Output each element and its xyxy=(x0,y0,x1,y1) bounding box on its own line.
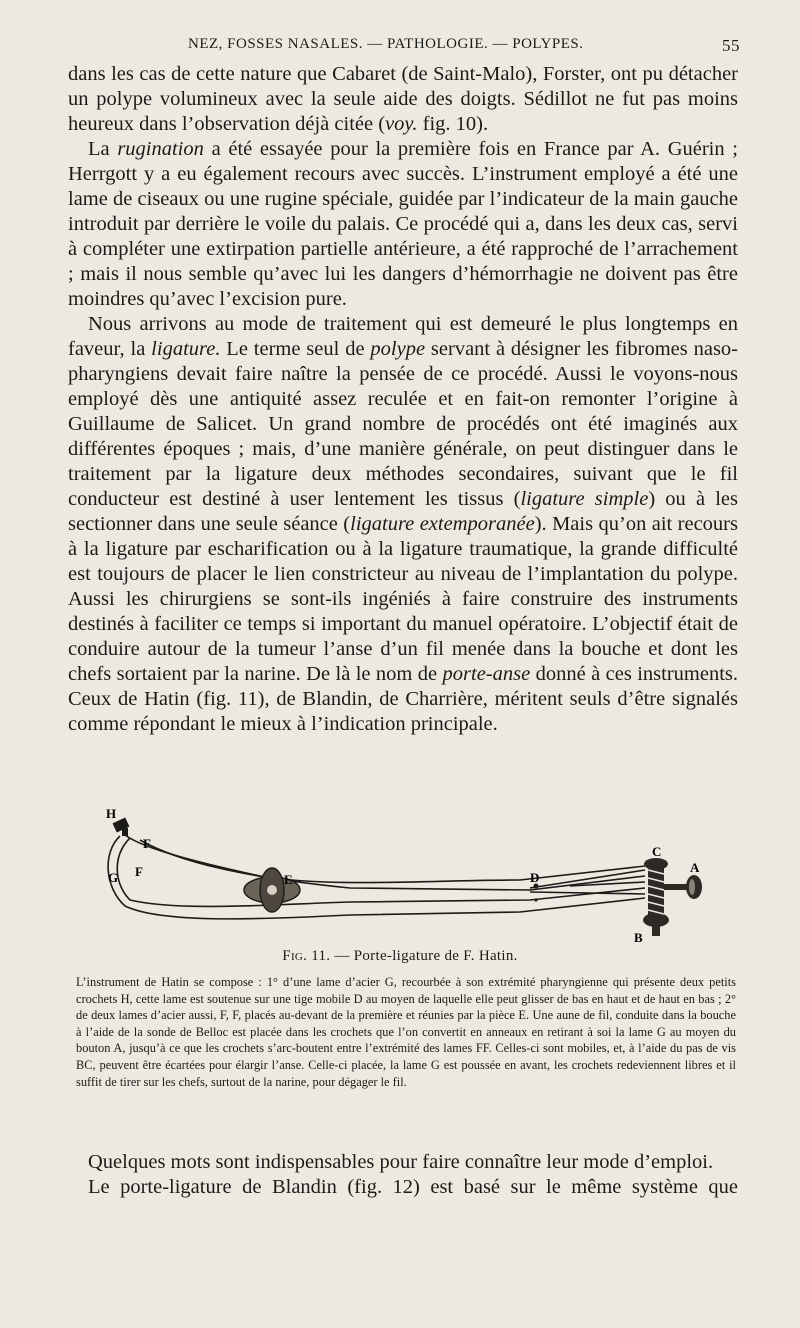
paragraph-1: dans les cas de cette nature que Cabaret (de Saint-Malo), Forster, ont pu détacher un polype volumineux avec la seule aide des doigts. Sédillot ne fut pas moins heureux dans l’observation déjà citée (voy. fig. 10). xyxy=(68,63,738,135)
label-b: B xyxy=(634,930,643,945)
vis-bc xyxy=(643,858,669,936)
label-f-lower: F xyxy=(135,864,143,879)
figure-title: — Porte-ligature de F. Hatin. xyxy=(330,948,518,964)
paragraph-3: Nous arrivons au mode de traitement qui est demeuré le plus longtemps en faveur, la ligature. Le terme seul de polype servant à désigner les fibromes naso-pharyngiens devait faire naître la pensée de ce procédé. Aussi le voyons-nous employé dès une antiquité assez reculée et en fait-on remonter l’origine à Guillaume de Salicet. Un grand nombre de procédés ont été imaginés aux différentes époques ; mais, d’une manière générale, on peut distinguer dans le traitement par la ligature deux méthodes secondaires, suivant que le fil conducteur est destiné à user lentement les tissus (ligature simple) ou à les sectionner dans une seule séance (ligature extemporanée). Mais qu’on ait recours à la ligature par escharification ou à la ligature traumatique, la grande difficulté est toujours de placer le lien constricteur au niveau de l’implantation du polype. Aussi les chirurgiens se sont-ils ingéniés à faire construire des instruments destinés à faciliter ce temps si important du manuel opératoire. L’objectif était de conduire autour de la tumeur l’anse d’un fil menée dans la bouche et dont les chefs sortaient par la narine. De là le nom de porte-anse donné à ces instruments. Ceux de Hatin (fig. 11), de Blandin, de Charrière, méritent seuls d’être signalés comme répondant le mieux à l’indication principale. xyxy=(68,313,738,735)
running-title: NEZ, FOSSES NASALES. — PATHOLOGIE. — POLYPES. xyxy=(188,36,584,52)
label-h: H xyxy=(106,808,117,821)
label-f-upper: F xyxy=(143,836,151,851)
label-a: A xyxy=(690,860,700,875)
figure-number: Fig. 11. xyxy=(282,948,331,964)
paragraph-4: Quelques mots sont indispensables pour faire connaître leur mode d’emploi. xyxy=(88,1151,714,1173)
figure-caption xyxy=(0,948,800,965)
main-text xyxy=(68,62,738,737)
porte-ligature-illustration xyxy=(100,808,720,948)
figure-description: L’instrument de Hatin se compose : 1° d’une lame d’acier G, recourbée à son extrémité pharyngienne qui présente deux petits crochets H, cette lame est soutenue sur une tige mobile D au moyen de laquelle elle peut glisser de bas en haut et de haut en bas ; 2° de deux lames d’acier aussi, F, F, placés au-devant de la première et réunies par la pièce E. Une aune de fil, conduite dans la bouche à l’aide de la sonde de Belloc est placée dans les crochets que l’on convertit en anneaux en retirant à soi la lame G au moyen du bouton A, jusqu’à ce que les crochets s’arc-boutent entre l’extrémité des lames FF. Celles-ci sont mobiles, et, à l’aide du pas de vis BC, peuvent être écartées pour élargir l’anse. Celle-ci placée, la lame G est poussée en avant, les crochets redeviennent libres et il suffit de tirer sur les chefs, surtout de la narine, pour dégager le fil. xyxy=(76,975,736,1089)
continuation-text xyxy=(68,1150,738,1200)
label-e: E xyxy=(284,872,293,887)
lame-g xyxy=(117,838,645,906)
label-c: C xyxy=(652,844,662,859)
label-d: D xyxy=(530,870,540,885)
running-header xyxy=(68,36,740,60)
paragraph-5: Le porte-ligature de Blandin (fig. 12) est basé sur le même système que xyxy=(88,1176,738,1198)
label-g: G xyxy=(108,870,119,885)
page-number: 55 xyxy=(722,36,740,55)
paragraph-2: La rugination a été essayée pour la première fois en France par A. Guérin ; Herrgott y a eu également recours avec succès. L’instrument employé a été une lame de ciseaux ou une rugine spéciale, guidée par l’indicateur de la main gauche introduit par derrière le voile du palais. Ce procédé qui a, dans les deux cas, servi à compléter une extirpation partielle antérieure, a été rapproché de l’arrachement ; mais il nous semble qu’avec lui les dangers d’hémorrhagie ne doivent pas être moindres qu’avec l’excision pure. xyxy=(68,138,739,310)
bouton-a xyxy=(664,875,702,899)
lame-f-upper xyxy=(124,834,645,883)
